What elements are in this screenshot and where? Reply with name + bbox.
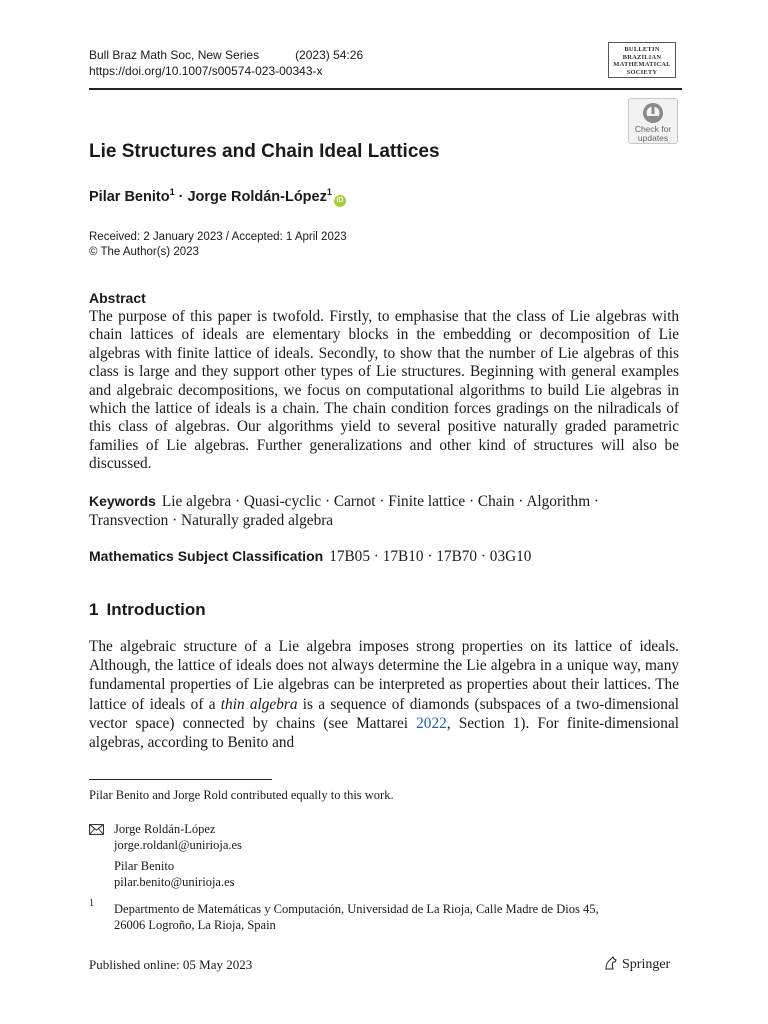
society-logo: BULLETIN BRAZILIAN MATHEMATICAL SOCIETY bbox=[608, 42, 676, 78]
abstract-text: The purpose of this paper is twofold. Firstly, to emphasise that the class of Lie algebras with chain lattices of ideals are elementary blocks in the embedding or decomposition of Lie algebras with finite lattice of ideals. Secondly, to show that the number of Lie algebras of this class is large and they support other types of Lie structures. Beginning with general examples and algebraic decompositions, we focus on computational algorithms to build Lie algebras in which the lattice of ideals is a chain. The chain condition forces gradings on the nilradicals of this class of algebras. Our algorithms yield to several positive naturally graded parametric families of Lie algebras. Further generalizations and other kind of structures will also be discussed. bbox=[89, 308, 679, 473]
doi-link[interactable]: https://doi.org/10.1007/s00574-023-00343-x bbox=[89, 64, 323, 78]
springer-horse-icon bbox=[603, 955, 619, 971]
msc-block bbox=[89, 547, 679, 566]
journal-name: Bull Braz Math Soc, New Series bbox=[89, 48, 260, 62]
contact-name: Jorge Roldán-López bbox=[114, 822, 216, 836]
abstract-heading: Abstract bbox=[89, 290, 146, 306]
publisher-name: Springer bbox=[622, 957, 671, 972]
journal-citation: (2023) 54:26 bbox=[295, 48, 364, 62]
springer-logo bbox=[603, 955, 670, 973]
paper-title: Lie Structures and Chain Ideal Lattices bbox=[89, 141, 440, 162]
section-heading-introduction: 1 Introduction bbox=[89, 600, 206, 619]
affiliation-text: Departmento de Matemáticas y Computación, Universidad de La Rioja, Calle Madre de Dios 45, 26006 Logroño, La Rioja, Spain bbox=[114, 902, 599, 932]
check-for-updates-badge[interactable]: Check for updates bbox=[628, 98, 678, 144]
author-name: Jorge Roldán-López bbox=[187, 189, 327, 205]
keywords-list: Lie algebra · Quasi-cyclic · Carnot · Finite lattice · Chain · Algorithm · Transvection · Naturally graded algebra bbox=[89, 493, 600, 529]
contact-entry bbox=[114, 821, 242, 853]
keywords-block bbox=[89, 492, 679, 530]
contact-email[interactable]: pilar.benito@unirioja.es bbox=[114, 875, 235, 889]
keywords-label: Keywords bbox=[89, 493, 156, 509]
author-list: Pilar Benito$^1$ · Jorge Roldán-López$^1$iD bbox=[89, 187, 346, 207]
equal-contribution-note: Pilar Benito and Jorge Rold contributed equally to this work. bbox=[89, 788, 394, 802]
check-updates-icon bbox=[642, 102, 664, 124]
header-rule bbox=[89, 88, 682, 90]
contact-name: Pilar Benito bbox=[114, 859, 175, 873]
journal-line bbox=[89, 48, 363, 62]
copyright-notice: © The Author(s) 2023 bbox=[89, 246, 199, 258]
introduction-text: The algebraic structure of a Lie algebra imposes strong properties on its lattice of ideals. Although, the lattice of ideals does not always determine the Lie algebra in a unique way, many fundamental properties of Lie algebras can be interpreted as properties about their lattices. The lattice of ideals of a thin algebra is a sequence of diamonds (subspaces of a two-dimensional vector space) connected by chains (see Mattarei 2022, Section 1). For finite-dimensional algebras, according to Benito and bbox=[89, 638, 679, 752]
affiliation-number: 1 bbox=[89, 898, 94, 909]
citation-link[interactable]: 2022 bbox=[416, 714, 447, 732]
contact-entry bbox=[114, 858, 235, 890]
footnote-rule bbox=[89, 779, 272, 780]
msc-codes: 17B05 · 17B10 · 17B70 · 03G10 bbox=[329, 548, 532, 565]
author-name: Pilar Benito bbox=[89, 189, 170, 205]
envelope-icon bbox=[89, 824, 104, 835]
published-online-date: Published online: 05 May 2023 bbox=[89, 957, 253, 972]
received-accepted-dates: Received: 2 January 2023 / Accepted: 1 April 2023 bbox=[89, 231, 347, 243]
orcid-icon[interactable]: iD bbox=[334, 195, 346, 207]
contact-email[interactable]: jorge.roldanl@unirioja.es bbox=[114, 838, 242, 852]
msc-label: Mathematics Subject Classification bbox=[89, 548, 324, 564]
